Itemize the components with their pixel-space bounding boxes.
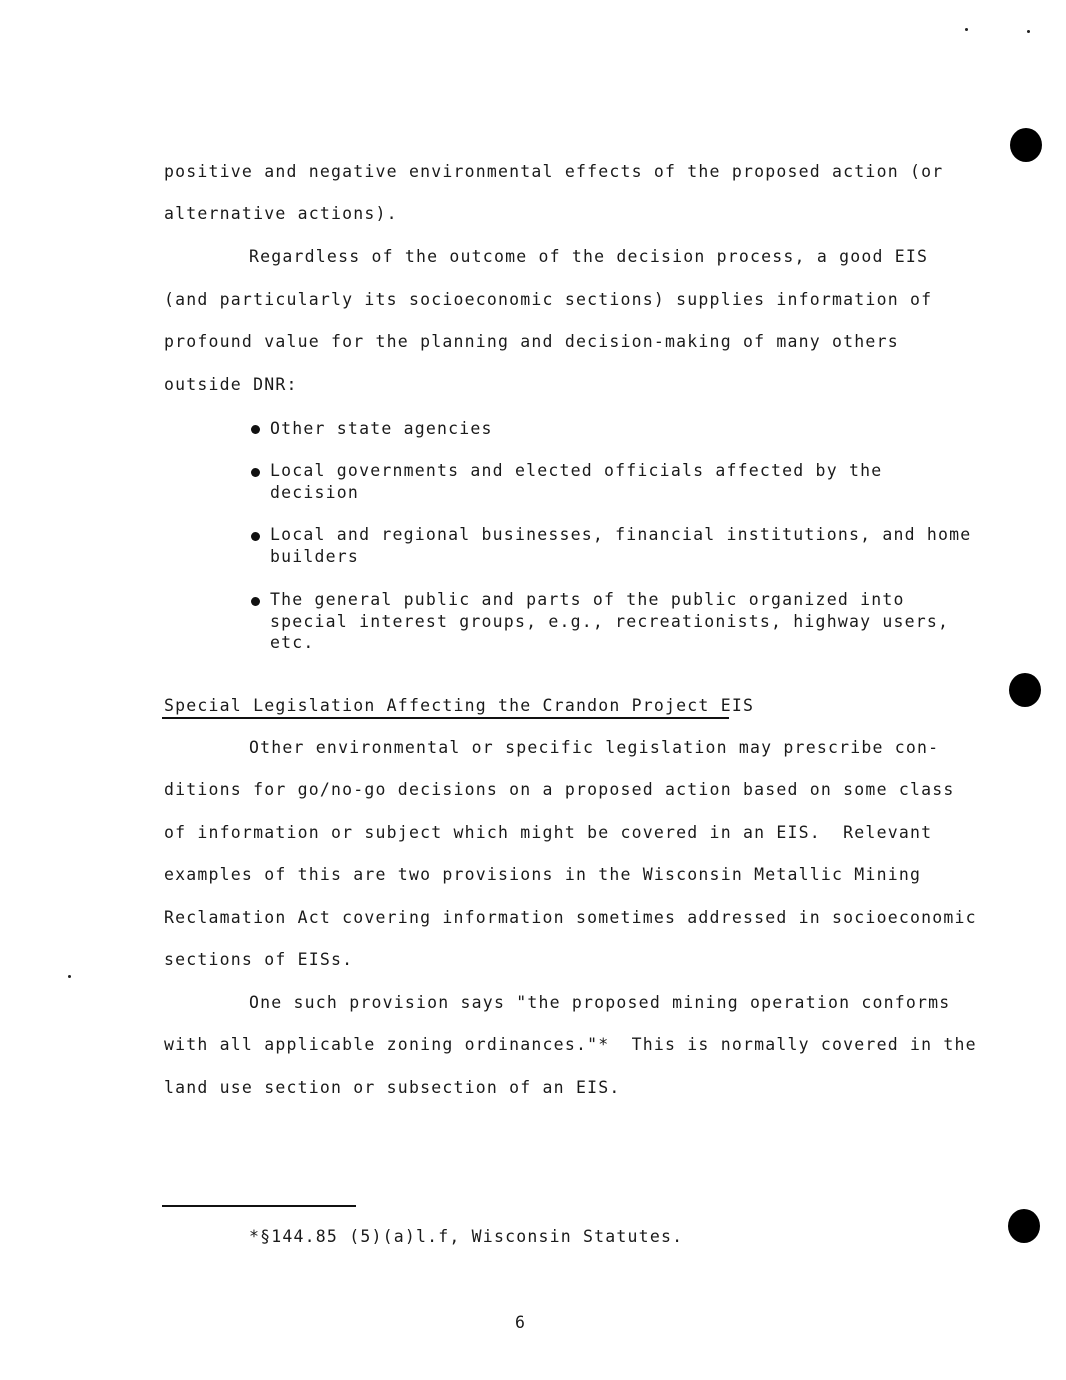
bullet-text: special interest groups, e.g., recreationists, highway users,: [270, 612, 950, 631]
bullet-text: decision: [270, 483, 360, 502]
bullet-text: Local and regional businesses, financial institutions, and home: [270, 525, 972, 544]
binder-hole-middle: [1009, 673, 1041, 707]
bullet-icon: [251, 425, 260, 434]
bullet-text: Other state agencies: [270, 419, 493, 438]
bullet-text: Local governments and elected officials affected by the: [270, 461, 883, 480]
paragraph-line: with all applicable zoning ordinances."* This is normally covered in the: [164, 1035, 977, 1054]
paragraph-line: profound value for the planning and decision-making of many others: [164, 332, 899, 351]
paragraph-line: Other environmental or specific legislation may prescribe con-: [249, 738, 940, 757]
paragraph-line: alternative actions).: [164, 204, 398, 223]
heading-underline: [162, 717, 729, 719]
bullet-icon: [251, 468, 260, 477]
paragraph-line: One such provision says "the proposed mining operation conforms: [249, 993, 951, 1012]
paragraph-line: (and particularly its socioeconomic sections) supplies information of: [164, 290, 933, 309]
scan-speck: [1027, 30, 1030, 33]
paragraph-line: Reclamation Act covering information sometimes addressed in socioeconomic: [164, 908, 977, 927]
paragraph-line: of information or subject which might be covered in an EIS. Relevant: [164, 823, 933, 842]
paragraph-line: outside DNR:: [164, 375, 298, 394]
paragraph-line: land use section or subsection of an EIS.: [164, 1078, 621, 1097]
footnote-rule: [162, 1205, 356, 1207]
paragraph-line: sections of EISs.: [164, 950, 354, 969]
bullet-text: builders: [270, 547, 360, 566]
scan-speck: [68, 975, 71, 978]
page-number: 6: [515, 1313, 527, 1332]
bullet-icon: [251, 597, 260, 606]
bullet-text: etc.: [270, 633, 315, 652]
section-heading: Special Legislation Affecting the Crandon Project EIS: [164, 696, 755, 715]
binder-hole-top: [1010, 128, 1042, 162]
binder-hole-bottom: [1008, 1209, 1040, 1243]
footnote-text: *§144.85 (5)(a)l.f, Wisconsin Statutes.: [249, 1227, 684, 1246]
bullet-text: The general public and parts of the public organized into: [270, 590, 905, 609]
paragraph-line: examples of this are two provisions in the Wisconsin Metallic Mining: [164, 865, 922, 884]
paragraph-line: Regardless of the outcome of the decision process, a good EIS: [249, 247, 929, 266]
scan-speck: [965, 28, 968, 31]
bullet-icon: [251, 532, 260, 541]
paragraph-line: positive and negative environmental effects of the proposed action (or: [164, 162, 944, 181]
paragraph-line: ditions for go/no-go decisions on a proposed action based on some class: [164, 780, 955, 799]
